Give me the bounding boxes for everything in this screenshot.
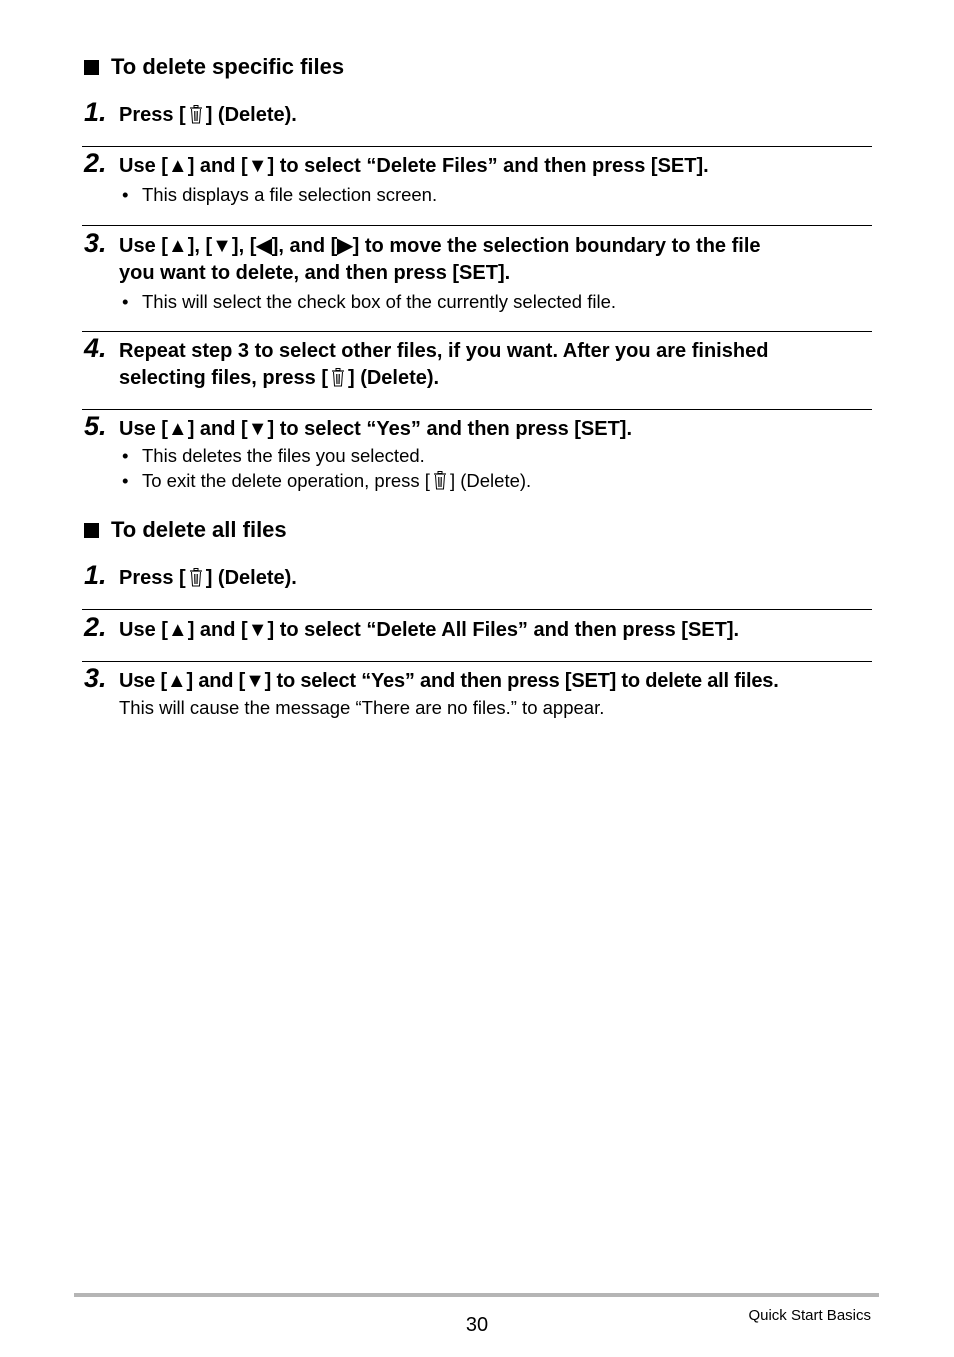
section-heading-delete-all [84, 517, 287, 543]
divider [82, 609, 872, 610]
step-number: 1. [84, 97, 107, 127]
square-bullet-icon [84, 523, 99, 538]
divider [82, 225, 872, 226]
step-text: Press [ ] (Delete). [119, 104, 297, 126]
step-text-line-1: Use [▲], [▼], [◀], and [▶] to move the selection boundary to the file [119, 235, 761, 257]
bullet-item: • This will select the check box of the currently selected file. [122, 289, 874, 314]
footer-section-title: Quick Start Basics [748, 1307, 871, 1324]
step-text-line-2: selecting files, press [ ] (Delete). [119, 367, 440, 389]
trash-icon [189, 105, 203, 124]
section-heading-delete-specific [84, 54, 344, 80]
step-2 [84, 148, 874, 207]
step-number: 5. [84, 411, 107, 441]
step-1 [84, 560, 874, 592]
step-text-line-2: you want to delete, and then press [SET]. [119, 262, 511, 284]
step-text: Press [ ] (Delete). [119, 567, 297, 589]
step-number: 3. [84, 228, 107, 258]
step-number: 2. [84, 148, 107, 178]
step-text: Use [▲] and [▼] to select “Yes” and then press [SET]. [119, 418, 633, 440]
step-note: This will cause the message “There are no files.” to appear. [119, 697, 605, 718]
divider [82, 661, 872, 662]
step-number: 2. [84, 612, 107, 642]
square-bullet-icon [84, 60, 99, 75]
step-text: Use [▲] and [▼] to select “Yes” and then press [SET] to delete all files. [119, 670, 779, 692]
step-text: Use [▲] and [▼] to select “Delete Files” and then press [SET]. [119, 155, 709, 177]
step-number: 3. [84, 663, 107, 693]
bullet-item: • This deletes the files you selected. [122, 443, 874, 468]
trash-icon [331, 368, 345, 387]
step-text: Use [▲] and [▼] to select “Delete All Files” and then press [SET]. [119, 619, 740, 641]
divider [82, 409, 872, 410]
section-title: To delete specific files [111, 54, 345, 79]
trash-icon [189, 568, 203, 587]
step-1 [84, 97, 874, 129]
footer-divider [74, 1293, 879, 1297]
page-number: 30 [465, 1314, 489, 1336]
section-title: To delete all files [111, 517, 287, 542]
step-4 [84, 333, 874, 392]
divider [82, 331, 872, 332]
step-number: 1. [84, 560, 107, 590]
step-text-line-1: Repeat step 3 to select other files, if you want. After you are finished [119, 340, 769, 362]
step-3 [84, 663, 874, 720]
bullet-item: • To exit the delete operation, press [ ] (Delete). [122, 468, 874, 493]
trash-icon [433, 471, 447, 490]
step-5 [84, 411, 874, 493]
divider [82, 146, 872, 147]
bullet-item: • This displays a file selection screen. [122, 182, 874, 207]
step-2 [84, 612, 874, 644]
step-3 [84, 228, 874, 314]
step-number: 4. [84, 333, 107, 363]
